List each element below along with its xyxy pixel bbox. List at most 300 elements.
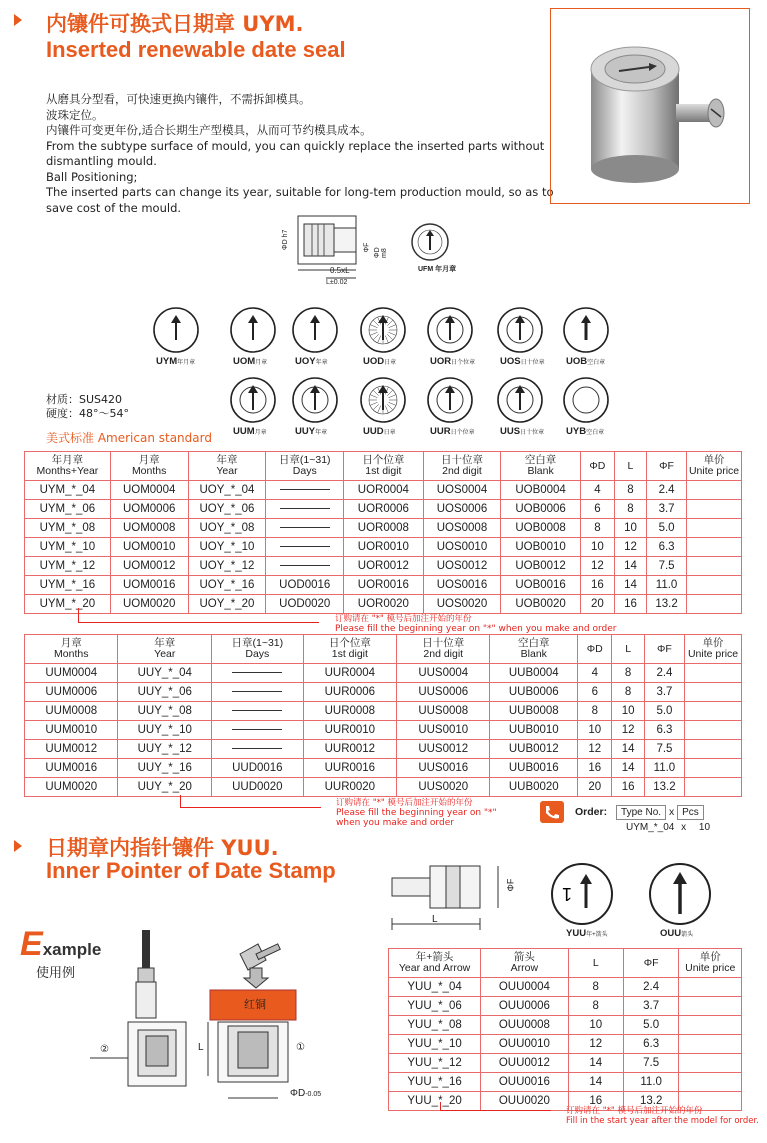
- dial-uob-label: UOB空白章: [566, 356, 606, 367]
- dial-uod-icon: [359, 306, 407, 359]
- table-cell: 12: [568, 1035, 623, 1054]
- column-header: ΦF: [644, 635, 684, 664]
- table-cell: UUB0004: [490, 664, 578, 683]
- table-cell: UYM_*_08: [25, 519, 111, 538]
- table-cell: UOB0016: [501, 576, 581, 595]
- dash-line: [232, 672, 282, 673]
- table-cell: UUR0020: [303, 778, 396, 797]
- type-no-box: Type No.: [616, 805, 666, 820]
- table-cell: [685, 759, 742, 778]
- table-cell: 8: [580, 519, 614, 538]
- table-cell: [687, 481, 742, 500]
- table-cell: YUU_*_20: [389, 1092, 481, 1111]
- example-big-letter: E: [20, 925, 43, 963]
- column-header: 空白章 Blank: [501, 452, 581, 481]
- table-cell: [266, 557, 344, 576]
- dial-uyb-icon: [562, 376, 610, 429]
- table-header-row: [389, 949, 742, 978]
- table-cell: 12: [614, 538, 646, 557]
- table-cell: UUB0010: [490, 721, 578, 740]
- dial-uym-icon: [152, 306, 200, 359]
- table-cell: 2.4: [644, 664, 684, 683]
- table-cell: UUS0012: [397, 740, 490, 759]
- desc-line: dismantling mould.: [46, 154, 157, 168]
- table-cell: OUU0008: [481, 1016, 568, 1035]
- dial-uod-label: UOD日章: [363, 356, 397, 367]
- dash-line: [280, 565, 330, 566]
- table-cell: 13.2: [644, 778, 684, 797]
- note-cn: 订购请在 "*" 模号后加注开始的年份: [335, 614, 472, 624]
- table-cell: UYM_*_10: [25, 538, 111, 557]
- column-header: 单价 Unite price: [679, 949, 742, 978]
- table-cell: 5.0: [623, 1016, 679, 1035]
- table-cell: UOB0004: [501, 481, 581, 500]
- dial-uum-icon: [229, 376, 277, 429]
- table-cell: [679, 1016, 742, 1035]
- column-header: L: [568, 949, 623, 978]
- table-cell: 10: [612, 702, 644, 721]
- column-header: ΦD: [580, 452, 614, 481]
- table-cell: [685, 702, 742, 721]
- dial-uuy-label: UUY年章: [295, 426, 328, 437]
- table-cell: 7.5: [623, 1054, 679, 1073]
- note-en: when you make and order: [336, 818, 454, 828]
- table-cell: YUU_*_04: [389, 978, 481, 997]
- dial-uob-icon: [562, 306, 610, 359]
- yuu-dial-icon: [550, 862, 614, 931]
- f-label: ΦF: [363, 242, 371, 253]
- pcs-box: Pcs: [677, 805, 704, 820]
- table-cell: UUR0010: [303, 721, 396, 740]
- column-header: 日章(1~31) Days: [266, 452, 344, 481]
- table-cell: UYM_*_20: [25, 595, 111, 614]
- section-marker-icon: [14, 14, 22, 26]
- table-cell: 6.3: [644, 721, 684, 740]
- table-row: [25, 721, 742, 740]
- table-cell: UUY_*_08: [118, 702, 212, 721]
- table-cell: UOS0008: [423, 519, 501, 538]
- table-row: [25, 683, 742, 702]
- table-cell: [685, 778, 742, 797]
- desc-line: 内镶件可变更年份,适合长期生产型模具，从而可节约模具成本。: [46, 123, 372, 137]
- desc-line: save cost of the mould.: [46, 200, 182, 215]
- table-cell: UOY_*_08: [188, 519, 266, 538]
- table-cell: UOM0020: [110, 595, 188, 614]
- table-cell: 2.4: [647, 481, 687, 500]
- column-header: L: [614, 452, 646, 481]
- note-en: Please fill the beginning year on "*" when you make and order: [335, 624, 617, 634]
- column-header: 日个位章 1st digit: [303, 635, 396, 664]
- table-row: [25, 664, 742, 683]
- column-header: ΦF: [623, 949, 679, 978]
- table-cell: UUR0004: [303, 664, 396, 683]
- table-cell: [687, 500, 742, 519]
- dial-uos-label: UOS日十位章: [500, 356, 545, 367]
- table-cell: UUD0016: [212, 759, 304, 778]
- column-header: 日十位章 2nd digit: [423, 452, 501, 481]
- table-cell: 8: [614, 481, 646, 500]
- order-format: [575, 805, 704, 820]
- table-cell: 12: [580, 557, 614, 576]
- table-cell: UOR0008: [344, 519, 424, 538]
- table-cell: 8: [614, 500, 646, 519]
- table-cell: UUY_*_10: [118, 721, 212, 740]
- table-cell: [687, 519, 742, 538]
- table-cell: UUR0016: [303, 759, 396, 778]
- table-cell: 5.0: [647, 519, 687, 538]
- table-cell: 7.5: [644, 740, 684, 759]
- dial-uom-label: UOM月章: [233, 356, 268, 367]
- spec-table-1: [24, 451, 742, 614]
- dash-line: [280, 527, 330, 528]
- column-header: 箭头 Arrow: [481, 949, 568, 978]
- table-cell: YUU_*_12: [389, 1054, 481, 1073]
- table-cell: 3.7: [644, 683, 684, 702]
- table-cell: UUR0012: [303, 740, 396, 759]
- table-cell: 6.3: [647, 538, 687, 557]
- column-header: 日个位章 1st digit: [344, 452, 424, 481]
- table-cell: 20: [578, 778, 612, 797]
- table-cell: UUM0006: [25, 683, 118, 702]
- table-cell: UUM0020: [25, 778, 118, 797]
- table-cell: UOB0012: [501, 557, 581, 576]
- table-cell: UOY_*_10: [188, 538, 266, 557]
- column-header: 年+箭头 Year and Arrow: [389, 949, 481, 978]
- table-cell: UOS0004: [423, 481, 501, 500]
- dial-uus-icon: [496, 376, 544, 429]
- table-row: [389, 1073, 742, 1092]
- material-line: 材质：SUS420: [46, 393, 123, 406]
- note-cn: 订购请在 "*" 模号后加注开始的年份: [566, 1106, 703, 1116]
- table-cell: UUB0020: [490, 778, 578, 797]
- table-cell: UOM0004: [110, 481, 188, 500]
- table-cell: 8: [612, 664, 644, 683]
- dash-line: [280, 489, 330, 490]
- table-cell: UYM_*_06: [25, 500, 111, 519]
- dial-uoy-label: UOY年章: [295, 356, 328, 367]
- dial-uym-label: UYM年月章: [156, 356, 196, 367]
- table-cell: [212, 740, 304, 759]
- table-cell: OUU0006: [481, 997, 568, 1016]
- note-leader-line: [180, 795, 321, 808]
- example-d-label: ΦD-0.05: [290, 1088, 322, 1099]
- table-cell: YUU_*_08: [389, 1016, 481, 1035]
- table-cell: [212, 702, 304, 721]
- table-cell: [687, 595, 742, 614]
- table-cell: UOS0016: [423, 576, 501, 595]
- table-cell: UUM0012: [25, 740, 118, 759]
- desc-line: Ball Positioning;: [46, 169, 138, 184]
- dial-uud-label: UUD日章: [363, 426, 396, 437]
- pin-f-label: ΦF: [505, 878, 516, 892]
- table-row: [25, 519, 742, 538]
- table-cell: UYM_*_12: [25, 557, 111, 576]
- column-header: 单价 Unite price: [685, 635, 742, 664]
- column-header: ΦF: [647, 452, 687, 481]
- desc-line: The inserted parts can change its year, suitable for long-tem production mould, so as to: [46, 185, 554, 199]
- table-cell: 8: [612, 683, 644, 702]
- order-example: [626, 822, 710, 833]
- table-cell: 8: [578, 702, 612, 721]
- note-leader-line: [440, 1102, 551, 1111]
- table-header-row: [25, 452, 742, 481]
- table-cell: UUM0010: [25, 721, 118, 740]
- table-row: [25, 759, 742, 778]
- table-row: [25, 702, 742, 721]
- example-word: xample: [42, 940, 102, 959]
- table-cell: UOY_*_20: [188, 595, 266, 614]
- table-cell: UOM0010: [110, 538, 188, 557]
- hardness-line: 硬度：48°～54°: [46, 407, 129, 420]
- dial-uur-label: UUR日个位章: [430, 426, 475, 437]
- table-cell: 11.0: [623, 1073, 679, 1092]
- table-cell: [685, 683, 742, 702]
- table-cell: [679, 1035, 742, 1054]
- dash-line: [280, 546, 330, 547]
- table-cell: [679, 1054, 742, 1073]
- ufm-dial-icon: [410, 222, 450, 267]
- table-cell: UUM0016: [25, 759, 118, 778]
- table-cell: [212, 664, 304, 683]
- column-header: 单价 Unite price: [687, 452, 742, 481]
- table-cell: 6: [578, 683, 612, 702]
- table-cell: UUS0016: [397, 759, 490, 778]
- table-cell: 14: [614, 576, 646, 595]
- table-cell: 4: [578, 664, 612, 683]
- table-cell: UYM_*_16: [25, 576, 111, 595]
- table-cell: UOM0008: [110, 519, 188, 538]
- column-header: 日章(1~31) Days: [212, 635, 304, 664]
- table-row: [389, 1035, 742, 1054]
- dial-uoy-icon: [291, 306, 339, 359]
- example-drawing: [90, 930, 360, 1130]
- table-cell: 2.4: [623, 978, 679, 997]
- table-cell: OUU0010: [481, 1035, 568, 1054]
- example-l-label: L: [198, 1042, 204, 1053]
- table-cell: 12: [612, 721, 644, 740]
- table-cell: UUS0006: [397, 683, 490, 702]
- table-cell: UOR0006: [344, 500, 424, 519]
- desc-line: From the subtype surface of mould, you can quickly replace the inserted parts without: [46, 138, 545, 153]
- table-cell: [266, 519, 344, 538]
- table-cell: 14: [612, 759, 644, 778]
- table-cell: OUU0012: [481, 1054, 568, 1073]
- table-cell: [679, 997, 742, 1016]
- table-cell: [266, 481, 344, 500]
- table3-note: [566, 1106, 759, 1126]
- callout-1: ①: [296, 1042, 305, 1053]
- table-cell: 13.2: [623, 1092, 679, 1111]
- ouu-dial-label: OUU箭头: [660, 928, 694, 939]
- table-cell: 4: [580, 481, 614, 500]
- table-cell: OUU0016: [481, 1073, 568, 1092]
- table-cell: UOM0006: [110, 500, 188, 519]
- column-header: 月章 Months: [25, 635, 118, 664]
- table-cell: UUY_*_16: [118, 759, 212, 778]
- table-cell: [685, 721, 742, 740]
- section-drawing: [282, 210, 392, 290]
- table-cell: 11.0: [644, 759, 684, 778]
- column-header: 月章 Months: [110, 452, 188, 481]
- column-header: ΦD: [578, 635, 612, 664]
- table-cell: 3.7: [623, 997, 679, 1016]
- d-h7-label: ΦD h7: [282, 229, 289, 250]
- column-header: 年章 Year: [188, 452, 266, 481]
- table-row: [25, 740, 742, 759]
- table1-note: [335, 614, 616, 634]
- svg-text:1: 1: [561, 884, 572, 904]
- table-cell: UUR0008: [303, 702, 396, 721]
- table-cell: [266, 538, 344, 557]
- section2-title-en: Inner Pointer of Date Stamp: [46, 858, 336, 883]
- table-cell: 16: [614, 595, 646, 614]
- table-cell: UUY_*_06: [118, 683, 212, 702]
- table-cell: [685, 664, 742, 683]
- copper-label: 红铜: [244, 998, 266, 1011]
- table-cell: OUU0004: [481, 978, 568, 997]
- product-photo: [550, 8, 750, 204]
- table-cell: 7.5: [647, 557, 687, 576]
- table-cell: 16: [612, 778, 644, 797]
- column-header: L: [612, 635, 644, 664]
- table-cell: UOR0004: [344, 481, 424, 500]
- order-example-qty: 10: [698, 822, 711, 833]
- dash-line: [232, 748, 282, 749]
- note-en: Please fill the beginning year on "*": [336, 808, 497, 818]
- note-en: Fill in the start year after the model for order.: [566, 1116, 759, 1126]
- table-cell: 10: [580, 538, 614, 557]
- table-cell: 10: [614, 519, 646, 538]
- table-cell: UOY_*_04: [188, 481, 266, 500]
- half-l-label: 0.5xL: [330, 266, 350, 275]
- desc-line: 从磨具分型看，可快速更换内镶件，不需拆卸模具。: [46, 92, 311, 106]
- table-cell: 16: [580, 576, 614, 595]
- american-standard-label: 美式标准 American standard: [46, 431, 212, 445]
- dial-uor-icon: [426, 306, 474, 359]
- spec-table-3: [388, 948, 742, 1111]
- table-cell: UUM0004: [25, 664, 118, 683]
- table-cell: [212, 683, 304, 702]
- table-cell: 6: [580, 500, 614, 519]
- section-marker-icon: [14, 840, 22, 852]
- dial-uus-label: UUS日十位章: [500, 426, 545, 437]
- table-cell: UOS0012: [423, 557, 501, 576]
- table-cell: 3.7: [647, 500, 687, 519]
- table-cell: UOR0020: [344, 595, 424, 614]
- table-cell: [687, 538, 742, 557]
- table-cell: UOS0010: [423, 538, 501, 557]
- table-cell: UUD0020: [212, 778, 304, 797]
- table-cell: UUS0010: [397, 721, 490, 740]
- table-cell: UOY_*_12: [188, 557, 266, 576]
- table-cell: UYM_*_04: [25, 481, 111, 500]
- spec-table-2: [24, 634, 742, 797]
- column-header: 年月章 Months+Year: [25, 452, 111, 481]
- ouu-dial-icon: [648, 862, 712, 931]
- dash-line: [232, 691, 282, 692]
- table-cell: [212, 721, 304, 740]
- table-cell: 14: [568, 1073, 623, 1092]
- table-header-row: [25, 635, 742, 664]
- column-header: 年章 Year: [118, 635, 212, 664]
- table-cell: UUB0006: [490, 683, 578, 702]
- table2-note: [336, 798, 497, 828]
- section1-description: [46, 92, 554, 216]
- table-cell: 14: [568, 1054, 623, 1073]
- section1-title-cn: 内镶件可换式日期章 UYM.: [46, 12, 304, 36]
- dial-uum-label: UUM月章: [233, 426, 267, 437]
- example-cn: 使用例: [36, 966, 76, 981]
- table-row: [389, 978, 742, 997]
- table-cell: [687, 557, 742, 576]
- table-row: [389, 997, 742, 1016]
- section1-title-en: Inserted renewable date seal: [46, 37, 346, 62]
- dash-line: [232, 729, 282, 730]
- table-cell: UOY_*_16: [188, 576, 266, 595]
- table-cell: UOM0016: [110, 576, 188, 595]
- table-cell: UUB0008: [490, 702, 578, 721]
- table-cell: YUU_*_16: [389, 1073, 481, 1092]
- desc-line: 波珠定位。: [46, 107, 104, 122]
- table-cell: UOS0006: [423, 500, 501, 519]
- table-cell: UOB0010: [501, 538, 581, 557]
- table-cell: UOB0008: [501, 519, 581, 538]
- table-row: [25, 481, 742, 500]
- table-cell: UUB0016: [490, 759, 578, 778]
- dial-uyb-label: UYB空白章: [566, 426, 605, 437]
- table-cell: UUY_*_12: [118, 740, 212, 759]
- table-cell: UOB0020: [501, 595, 581, 614]
- table-cell: 20: [580, 595, 614, 614]
- table-cell: UUS0020: [397, 778, 490, 797]
- dash-line: [280, 508, 330, 509]
- table-cell: UOM0012: [110, 557, 188, 576]
- pin-l-label: L: [432, 914, 438, 925]
- section2-title-cn: 日期章内指针镶件 YUU.: [46, 836, 279, 860]
- table-cell: 10: [568, 1016, 623, 1035]
- ufm-label: UFM 年月章: [418, 266, 457, 273]
- dash-line: [232, 710, 282, 711]
- times-symbol: x: [681, 822, 687, 833]
- table-row: [25, 778, 742, 797]
- table-cell: YUU_*_10: [389, 1035, 481, 1054]
- table-cell: 8: [568, 997, 623, 1016]
- table-cell: UOD0016: [266, 576, 344, 595]
- order-label: Order:: [575, 806, 608, 818]
- callout-2: ②: [100, 1044, 109, 1055]
- pin-drawing: [386, 858, 536, 938]
- table-cell: UUM0008: [25, 702, 118, 721]
- table-row: [25, 576, 742, 595]
- column-header: 日十位章 2nd digit: [397, 635, 490, 664]
- column-header: 空白章 Blank: [490, 635, 578, 664]
- table-cell: UUB0012: [490, 740, 578, 759]
- note-leader-line: [78, 608, 319, 623]
- order-example-type: UYM_*_04: [626, 822, 675, 833]
- phone-icon: [540, 801, 564, 823]
- table-row: [389, 1016, 742, 1035]
- table-cell: UUY_*_20: [118, 778, 212, 797]
- table-cell: 11.0: [647, 576, 687, 595]
- table-cell: 13.2: [647, 595, 687, 614]
- table-cell: 14: [614, 557, 646, 576]
- times-symbol: x: [668, 806, 675, 818]
- table-cell: UOY_*_06: [188, 500, 266, 519]
- l-tolerance-label: L±0.02: [326, 279, 348, 286]
- table-cell: OUU0020: [481, 1092, 568, 1111]
- d-m8-label: ΦD m8: [374, 247, 388, 258]
- table-cell: UUS0008: [397, 702, 490, 721]
